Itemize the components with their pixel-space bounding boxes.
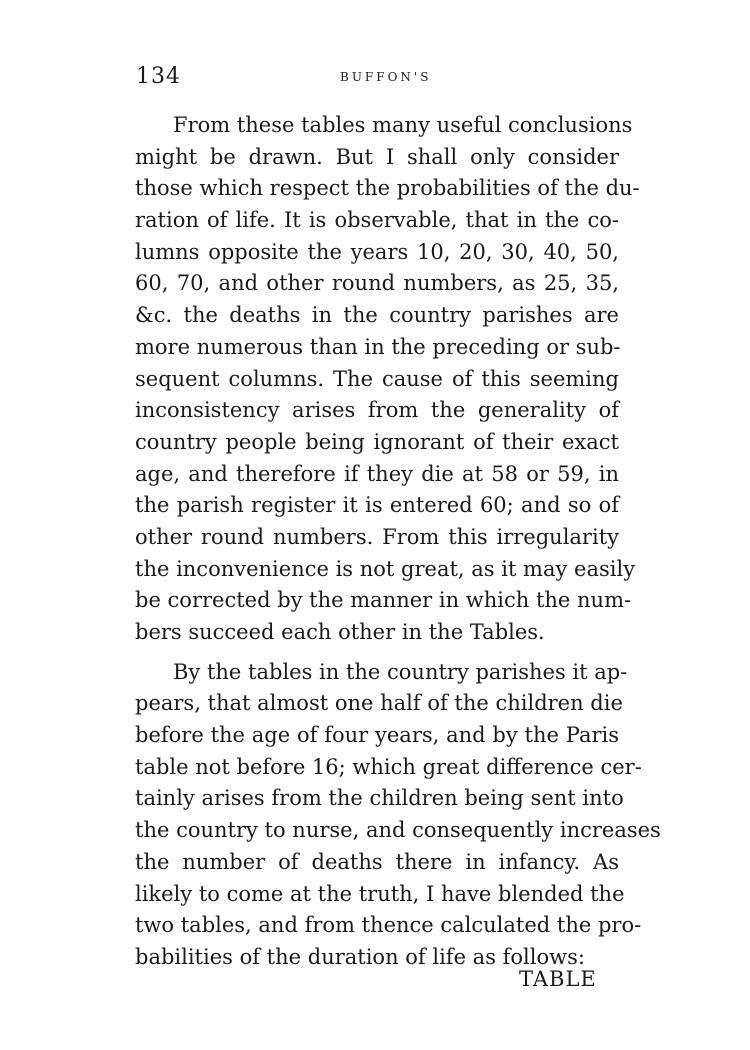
- text-line: babilities of the duration of life as follows:: [135, 944, 585, 969]
- paragraph-2: [135, 657, 661, 974]
- text-line: By the tables in the country parishes it ap-: [173, 659, 628, 684]
- text-line: lumns opposite the years 10, 20, 30, 40, 50,: [135, 239, 619, 264]
- text-line: inconsistency arises from the generality of: [135, 398, 619, 423]
- text-line: two tables, and from thence calculated the pro-: [135, 913, 642, 938]
- text-line: the number of deaths there in infancy. As: [135, 849, 619, 874]
- running-title: BUFFON'S: [340, 70, 432, 84]
- text-line: be corrected by the manner in which the num-: [135, 588, 632, 613]
- text-line: might be drawn. But I shall only consider: [135, 144, 619, 169]
- page-number: 134: [136, 64, 181, 89]
- text-line: more numerous than in the preceding or sub-: [135, 334, 621, 359]
- text-line: the inconvenience is not great, as it may easily: [135, 556, 636, 581]
- text-line: age, and therefore if they die at 58 or 59, in: [135, 461, 619, 486]
- text-line: before the age of four years, and by the Paris: [135, 723, 619, 748]
- text-line: other round numbers. From this irregularity: [135, 524, 619, 549]
- text-line: pears, that almost one half of the children die: [135, 691, 623, 716]
- text-line: country people being ignorant of their exact: [135, 429, 619, 454]
- text-line: From these tables many useful conclusions: [173, 113, 633, 137]
- text-line: table not before 16; which great difference cer-: [135, 754, 642, 779]
- text-line: sequent columns. The cause of this seeming: [135, 366, 619, 391]
- text-line: ration of life. It is observable, that in the co-: [135, 208, 619, 233]
- catchword: TABLE: [519, 967, 597, 991]
- text-line: bers succeed each other in the Tables.: [135, 620, 545, 644]
- text-line: likely to come at the truth, I have blended the: [135, 881, 625, 906]
- body-text: [135, 110, 661, 974]
- paragraph-1: [135, 110, 640, 649]
- running-head: [136, 64, 616, 94]
- text-line: &c. the deaths in the country parishes are: [135, 303, 619, 328]
- text-line: those which respect the probabilities of the du-: [135, 176, 640, 201]
- text-line: tainly arises from the children being sent into: [135, 786, 624, 811]
- text-line: the country to nurse, and consequently increases: [135, 818, 661, 843]
- paragraph-gap: [135, 649, 619, 657]
- text-line: the parish register it is entered 60; and so of: [135, 493, 619, 518]
- text-line: 60, 70, and other round numbers, as 25, 35,: [135, 271, 619, 296]
